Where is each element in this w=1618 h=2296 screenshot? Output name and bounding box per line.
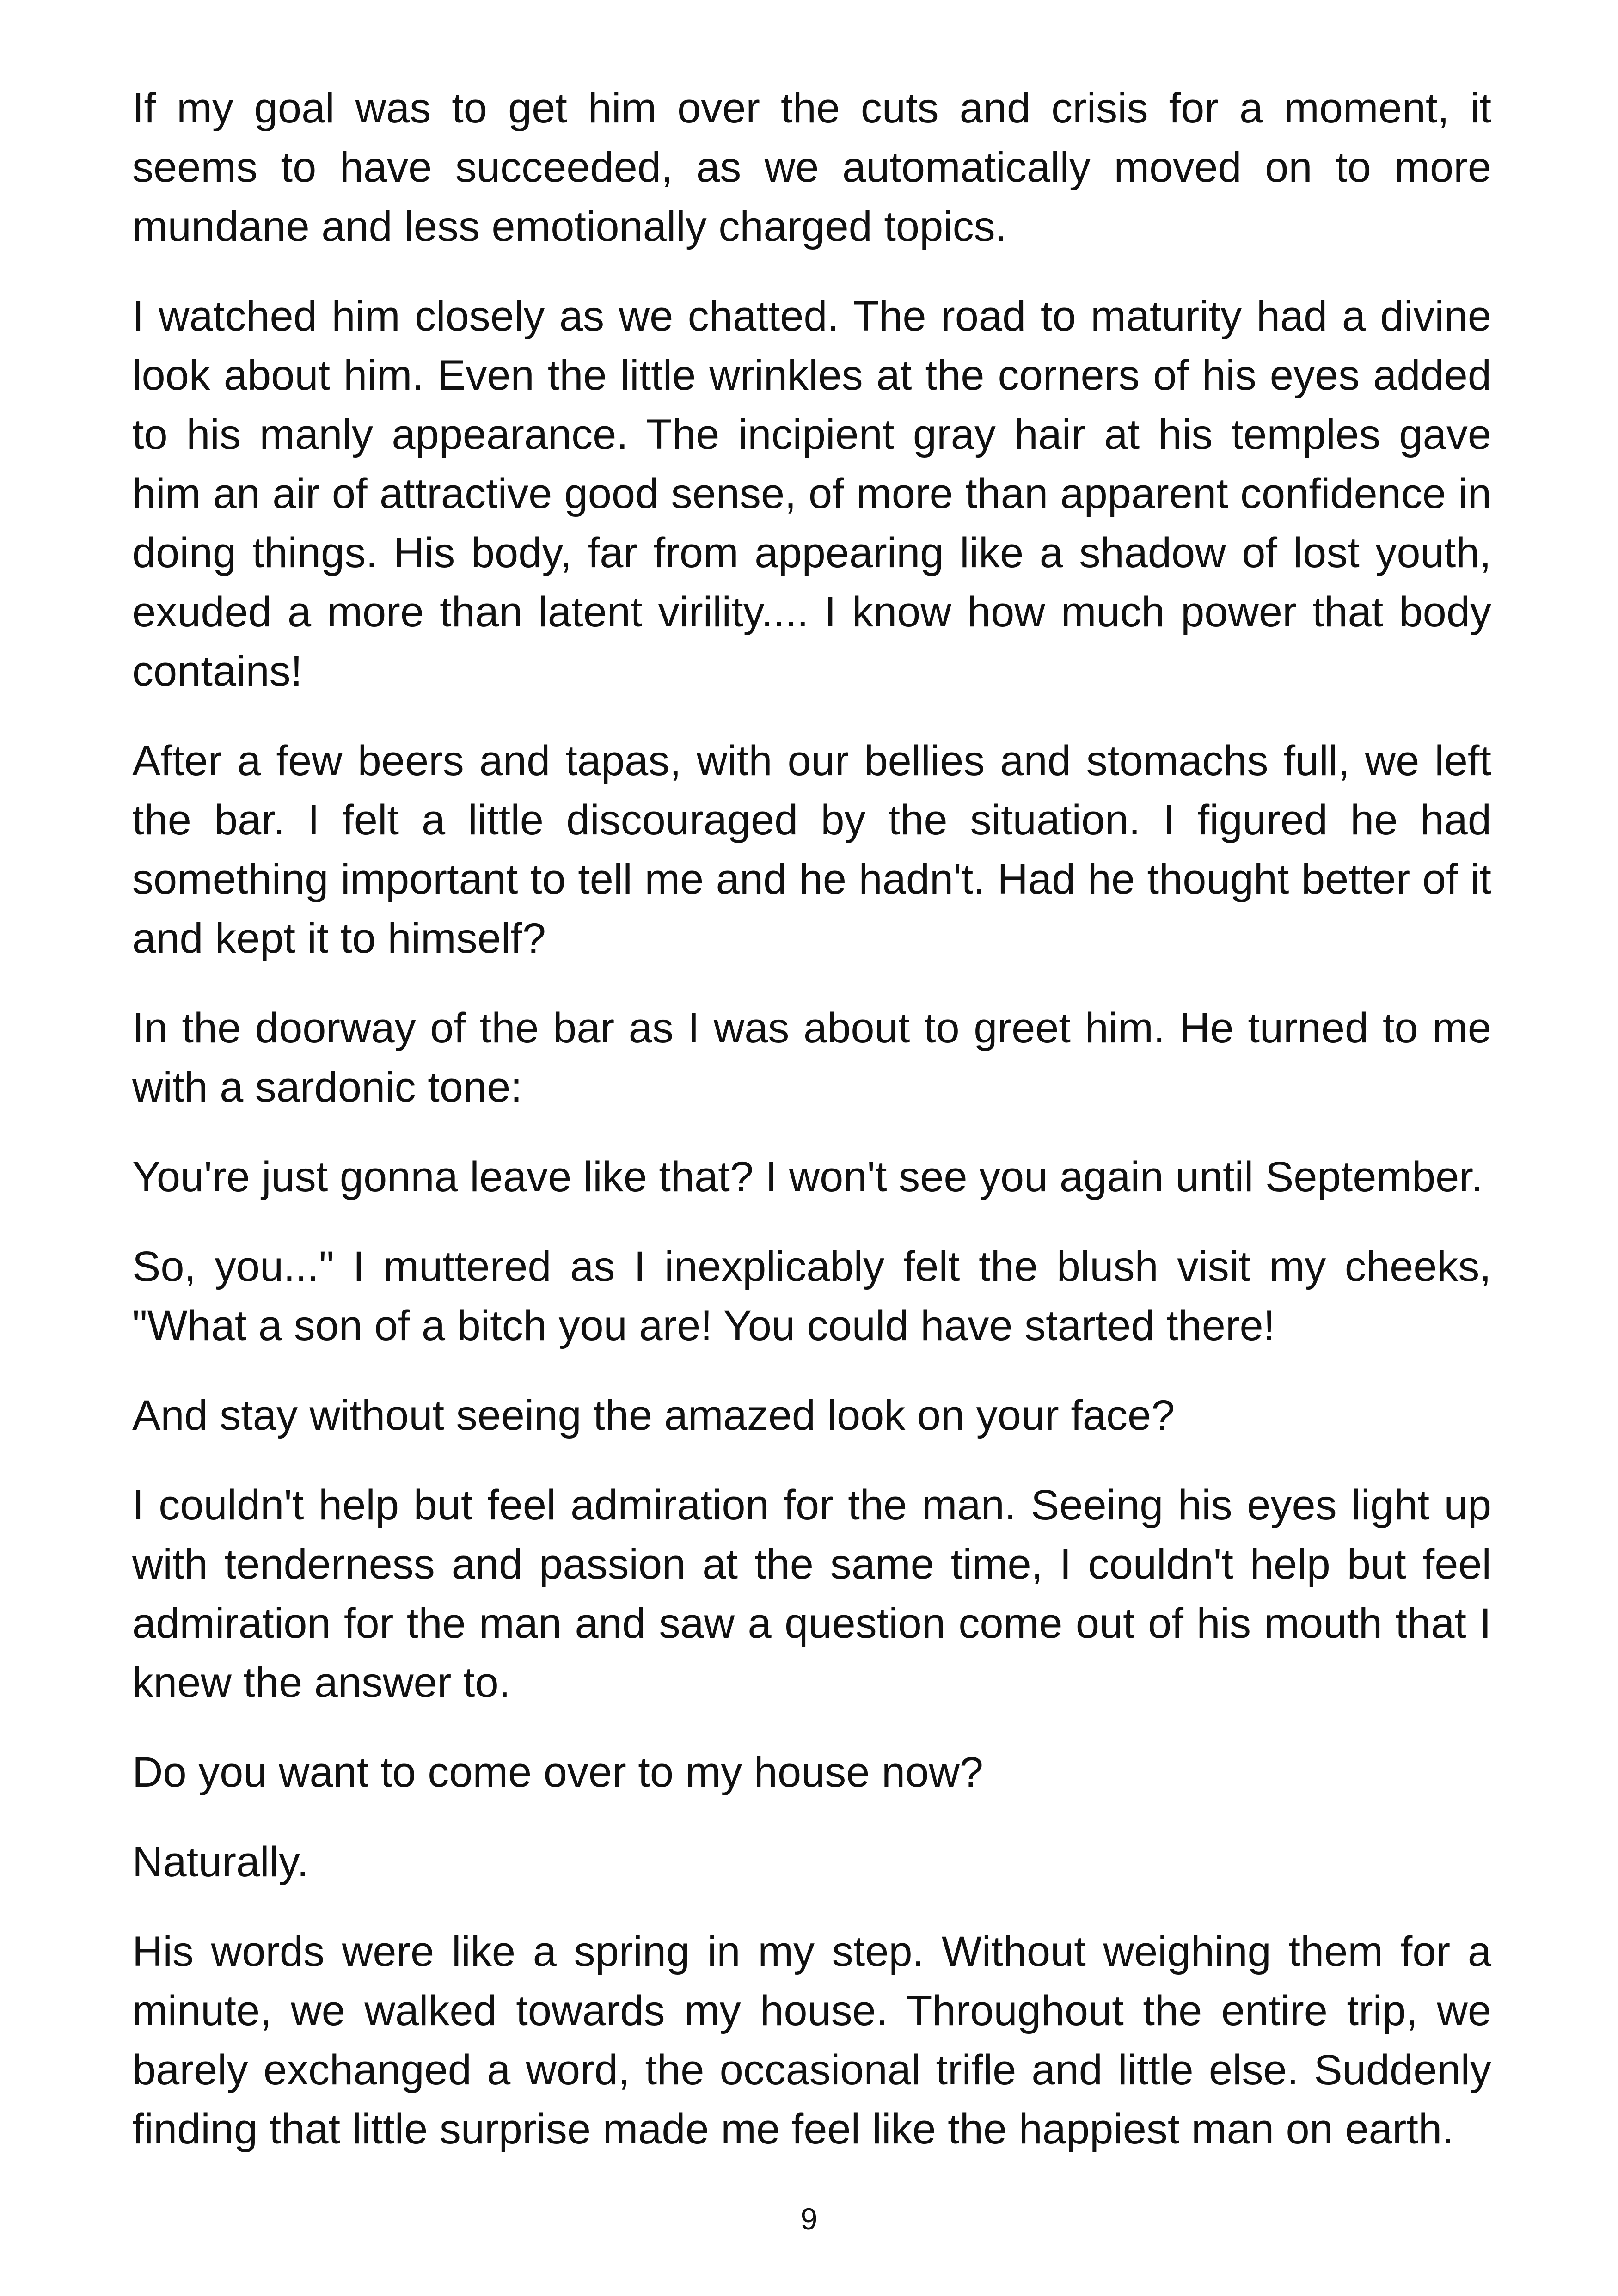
paragraph: I couldn't help but feel admiration for the man. Seeing his eyes light up with tenderness and passion at the same time, I couldn't help but feel admiration for the man and saw a question come out of his mouth that I knew the answer to. [132,1482,1491,1706]
paragraph: I watched him closely as we chatted. The road to maturity had a divine look about him. Even the little wrinkles at the corners of his eyes added to his manly appearance. The incipient gray hair at his temples gave him an air of attractive good sense, of more than apparent confidence in doing things. His body, far from appearing like a shadow of lost youth, exuded a more than latent virility.... I know how much power that body contains! [132,293,1491,695]
paragraph: Do you want to come over to my house now? [132,1749,983,1796]
paragraph: In the doorway of the bar as I was about to greet him. He turned to me with a sardonic tone: [132,1004,1491,1111]
page-number: 9 [800,2202,818,2236]
paragraph: Naturally. [132,1838,309,1886]
paragraph: So, you..." I muttered as I inexplicably felt the blush visit my cheeks, "What a son of a bitch you are! You could have started there! [132,1243,1491,1349]
paragraph: You're just gonna leave like that? I won't see you again until September. [132,1153,1483,1200]
paragraph: If my goal was to get him over the cuts and crisis for a moment, it seems to have succeeded, as we automatically moved on to more mundane and less emotionally charged topics. [132,85,1491,250]
paragraph: And stay without seeing the amazed look on your face? [132,1392,1175,1439]
body-text [132,79,1491,2159]
paragraph: His words were like a spring in my step. Without weighing them for a minute, we walked towards my house. Throughout the entire trip, we barely exchanged a word, the occasional trifle and little else. Suddenly finding that little surprise made me feel like the happiest man on earth. [132,1928,1491,2153]
paragraph: After a few beers and tapas, with our bellies and stomachs full, we left the bar. I felt a little discouraged by the situation. I figured he had something important to tell me and he hadn't. Had he thought better of it and kept it to himself? [132,737,1491,962]
